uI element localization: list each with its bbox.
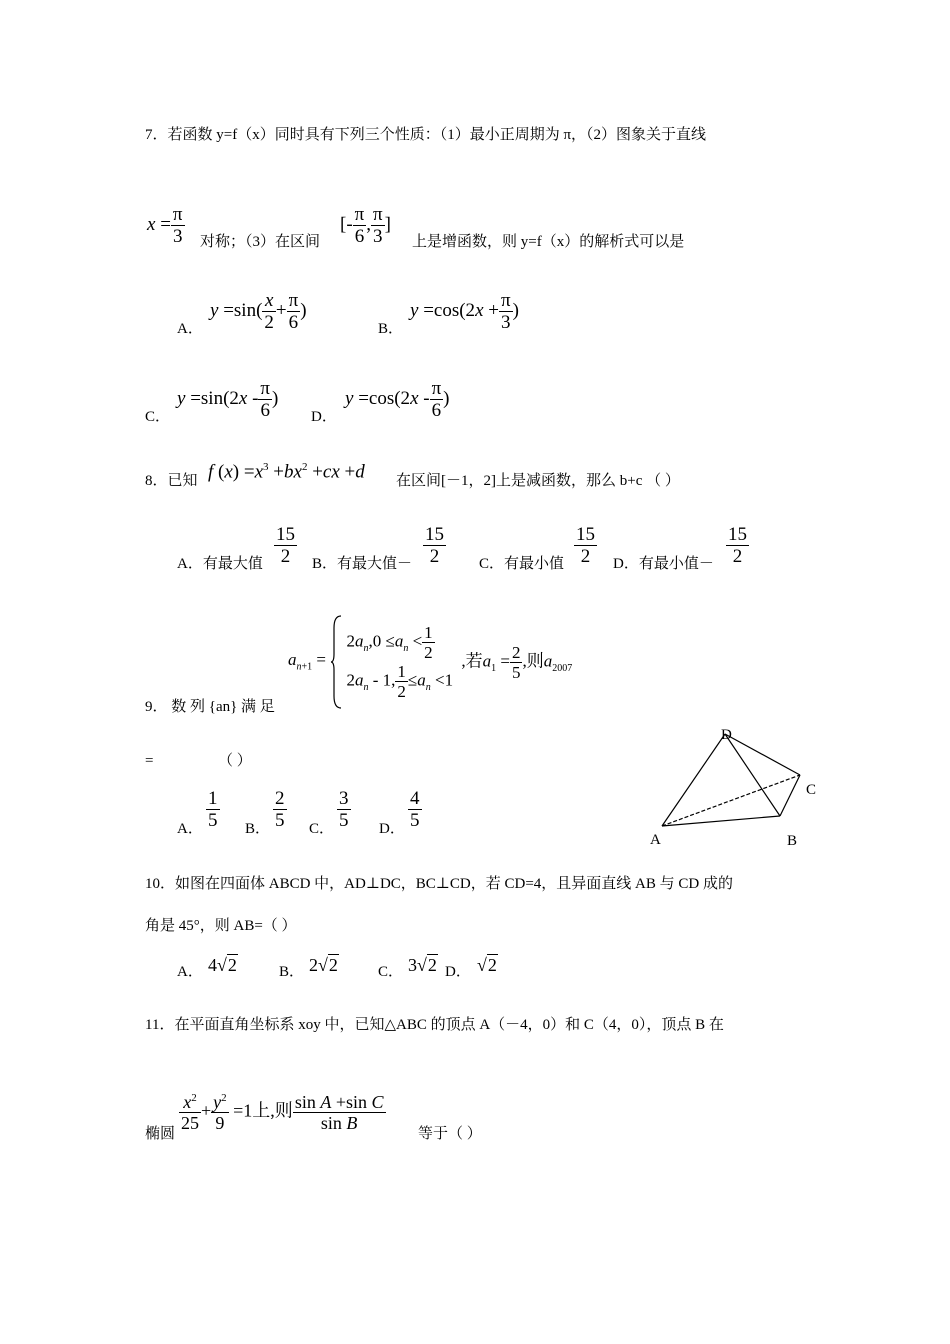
q10-c-radicand: 2 <box>427 955 437 975</box>
q9-b-den: 5 <box>275 810 285 831</box>
q8-frac-num: 15 <box>276 524 295 545</box>
q7-option-a-label: A． <box>177 321 203 337</box>
vertex-label-b: B <box>787 833 798 849</box>
q7-option-d-formula: y =cos(2x - $\frac{\pi}{6}$ ) <box>345 378 450 421</box>
q8-function: f $(x) =x^3 +bx^2 +cx +d$ <box>208 461 365 483</box>
q9-option-d-label: D． <box>379 821 405 837</box>
vertex-label-c: C <box>806 782 817 798</box>
q9-option-c-fraction <box>337 788 351 831</box>
edge-ab <box>662 816 780 826</box>
q10-a-radicand: 2 <box>227 955 237 975</box>
q11-stem-line1: 11．在平面直角坐标系 xoy 中，已知△ABC 的顶点 A（－4，0）和 C（4，0），顶点 B 在 <box>145 1017 724 1033</box>
q8-frac-num: 15 <box>576 524 595 545</box>
q9-option-b-label: B． <box>245 821 271 837</box>
q7-interval: [- $\frac{\pi}{6}$ , $\frac{\pi}{3}$ ] <box>340 204 391 247</box>
q9-d-den: 5 <box>410 810 420 831</box>
q8-option-c-label: C．有最小值 <box>479 556 565 572</box>
q7-option-d-label: D． <box>311 409 337 425</box>
q10-option-c-value: 3√2 <box>408 955 437 975</box>
q10-option-b-label: B． <box>279 964 305 980</box>
vertex-label-d: D <box>721 727 732 743</box>
q10-c-coef: 3 <box>408 955 417 975</box>
q10-option-d-value: √2 <box>477 955 497 975</box>
q10-option-d-label: D． <box>445 964 471 980</box>
q9-answer-paren: （ ） <box>218 753 252 769</box>
q10-option-c-label: C． <box>378 964 404 980</box>
q8-label: 8．已知 <box>145 473 198 489</box>
edge-ac-hidden <box>662 775 800 826</box>
q8-option-b-label: B．有最大值－ <box>312 556 413 572</box>
q7-option-c-label: C． <box>145 409 171 425</box>
q7-symmetry-text: 对称；（3）在区间 <box>200 234 321 250</box>
q7-option-a-formula: y =sin( $\frac{x}{2}$ + $\frac{\pi}{6}$ ) <box>210 290 307 333</box>
tetrahedron-figure <box>640 722 830 854</box>
q8-frac-den: 2 <box>580 546 591 567</box>
q7-option-b-formula: y =cos(2x + $\frac{\pi}{3}$ ) <box>410 290 519 333</box>
q8-frac-num: 15 <box>728 524 747 545</box>
q10-option-b-value: 2√2 <box>309 955 338 975</box>
q10-option-a-value: 4√2 <box>208 955 237 975</box>
q10-stem-line1: 10．如图在四面体 ABCD 中，AD⊥DC，BC⊥CD，若 CD=4，且异面直线 AB 与 CD 成的 <box>145 876 733 892</box>
vertex-label-a: A <box>650 832 661 848</box>
q8-frac-den: 2 <box>280 546 291 567</box>
q7-increasing-text: 上是增函数，则 y=f（x）的解析式可以是 <box>412 234 685 250</box>
q8-frac-num: 15 <box>425 524 444 545</box>
edge-ad <box>662 734 725 826</box>
q9-b-num: 2 <box>275 788 285 809</box>
q8-option-b-fraction <box>423 524 446 567</box>
q10-d-radicand: 2 <box>487 955 497 975</box>
edge-db <box>725 734 780 816</box>
q11-ellipse-equation: $\frac{x^2}{25}$ + $\frac{y^2}{9}$ =1上,则 $\frac{\text{sin A +sin C}}{\text{sin B}}$ <box>181 1092 384 1133</box>
q9-label: 9． 数 列 {an} 满 足 <box>145 699 275 715</box>
q10-b-coef: 2 <box>309 955 318 975</box>
q9-option-d-fraction <box>408 788 422 831</box>
edge-dc <box>725 734 800 775</box>
q8-frac-den: 2 <box>429 546 440 567</box>
q7-line-equation: x = $\frac{\pi}{3}$ <box>147 204 183 247</box>
q8-option-d-label: D．有最小值－ <box>613 556 714 572</box>
q9-c-num: 3 <box>339 788 349 809</box>
q8-option-c-fraction <box>574 524 597 567</box>
q8-option-a-fraction <box>274 524 297 567</box>
q8-stem-text: 在区间[－1，2]上是减函数，那么 b+c （ ） <box>396 473 680 489</box>
q8-option-a-label: A．有最大值 <box>177 556 263 572</box>
q9-option-b-fraction <box>273 788 287 831</box>
q10-stem-line2: 角是 45°，则 AB=（ ） <box>145 918 297 934</box>
q8-frac-den: 2 <box>732 546 743 567</box>
q9-a-den: 5 <box>208 810 218 831</box>
q9-recurrence: $a_{n+1}$ = $2a_n,0 \le a_n$ < $\frac{1}{2}$ $2a_n - 1$, $\frac{1}{2}$ $\le a_n <1$ ,若$a_1$ = $\frac{2}{5}$ ,则$a_{2007}$ <box>288 614 572 710</box>
q9-option-c-label: C． <box>309 821 335 837</box>
q8-option-d-fraction <box>726 524 749 567</box>
q7-option-b-label: B． <box>378 321 404 337</box>
q9-c-den: 5 <box>339 810 349 831</box>
q9-option-a-fraction <box>206 788 220 831</box>
q9-option-a-label: A． <box>177 821 203 837</box>
q9-brace <box>330 614 342 710</box>
q10-option-a-label: A． <box>177 964 203 980</box>
q7-stem-line1: 7．若函数 y=f（x）同时具有下列三个性质：（1）最小正周期为 π，（2）图象关于直线 <box>145 127 707 143</box>
q10-a-coef: 4 <box>208 955 217 975</box>
q10-b-radicand: 2 <box>328 955 338 975</box>
q11-tail-text: 等于（ ） <box>418 1126 482 1142</box>
q9-a-num: 1 <box>208 788 218 809</box>
q7-option-c-formula: y =sin(2x - $\frac{\pi}{6}$ ) <box>177 378 279 421</box>
q9-equals: = <box>145 753 154 769</box>
q9-d-num: 4 <box>410 788 420 809</box>
q11-ellipse-label: 椭圆 <box>145 1126 176 1142</box>
